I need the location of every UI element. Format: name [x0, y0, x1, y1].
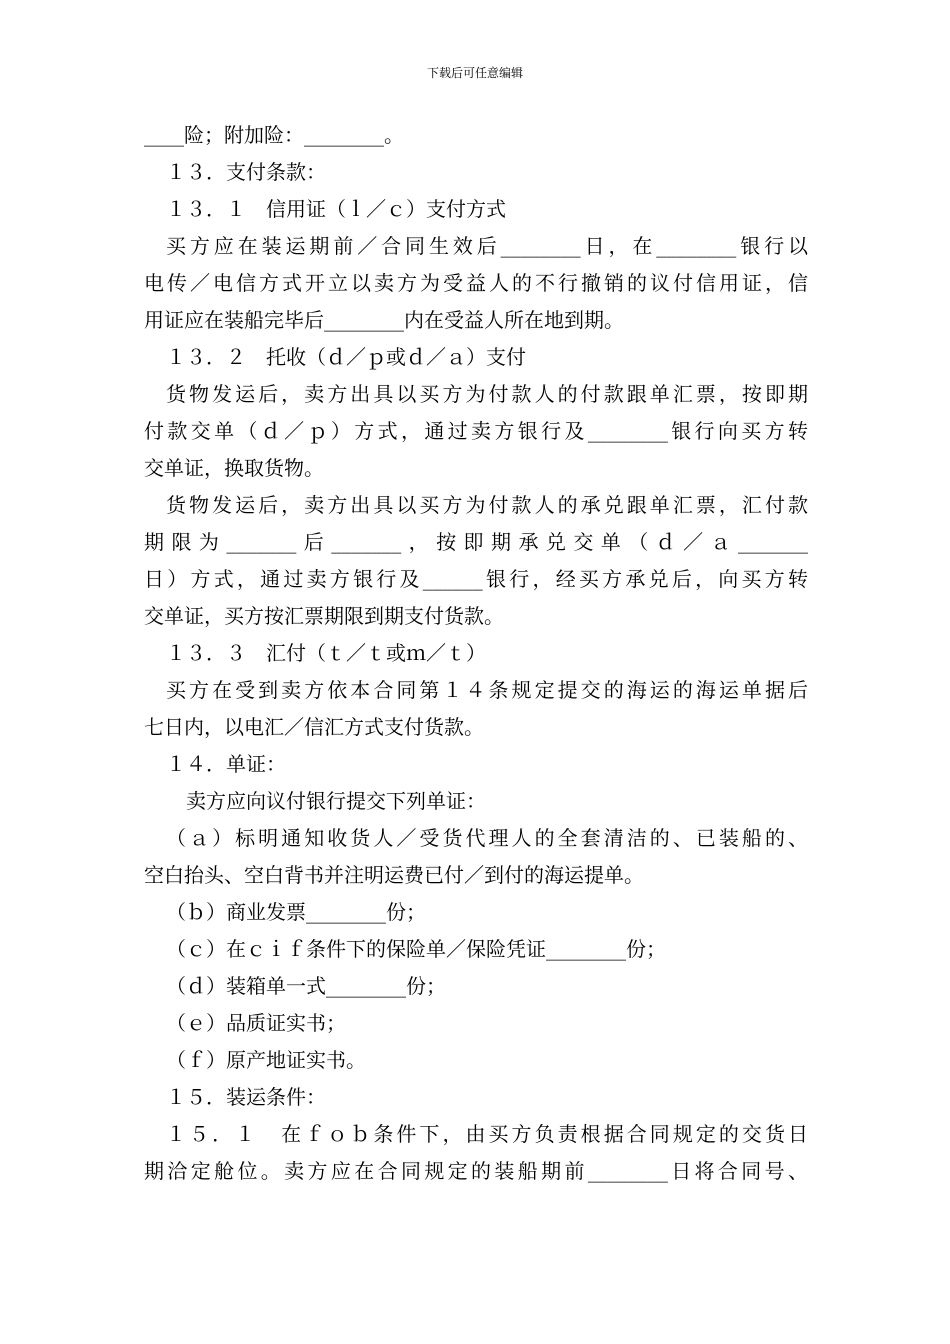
list-item: （ｅ）品质证实书； [166, 1011, 346, 1035]
text-line: 买方在受到卖方依本合同第１４条规定提交的海运的海运单据后 [166, 678, 808, 702]
subsection-heading: １３．１ 信用证（ｌ／ｃ）支付方式 [166, 197, 506, 221]
document-body [144, 117, 808, 1190]
subsection-heading: １３．２ 托收（ｄ／ｐ或ｄ／ａ）支付 [166, 345, 526, 369]
text-line: 交单证，换取货物。 [144, 456, 324, 480]
list-item: （ｆ）原产地证实书。 [166, 1048, 366, 1072]
text-line: 期限为_______后_______，按即期承兑交单（ｄ／ａ_______ [144, 530, 808, 554]
page-header: 下载后可任意编辑 [426, 66, 523, 80]
text-line: 货物发运后，卖方出具以买方为付款人的付款跟单汇票，按即期 [166, 382, 808, 406]
subsection-heading: １３．３ 汇付（ｔ／ｔ或ｍ／ｔ） [166, 641, 486, 665]
list-item: （ａ）标明通知收货人／受货代理人的全套清洁的、已装船的、 [166, 826, 808, 850]
text-line: 货物发运后，卖方出具以买方为付款人的承兑跟单汇票，汇付款 [166, 493, 808, 517]
text-line: 买方应在装运期前／合同生效后________日，在________银行以 [166, 234, 808, 258]
section-heading: １５．装运条件： [166, 1085, 326, 1109]
text-line: 七日内，以电汇／信汇方式支付货款。 [144, 715, 484, 739]
list-item: （ｂ）商业发票________份； [166, 900, 426, 924]
text-line: 卖方应向议付银行提交下列单证： [186, 789, 486, 813]
list-item: （ｄ）装箱单一式________份； [166, 974, 446, 998]
text-line: ____险；附加险：________。 [144, 123, 404, 147]
text-line: 日）方式，通过卖方银行及______银行，经买方承兑后，向买方转 [144, 567, 808, 591]
text-line: 交单证，买方按汇票期限到期支付货款。 [144, 604, 504, 628]
text-line: 电传／电信方式开立以卖方为受益人的不行撤销的议付信用证，信 [144, 271, 808, 295]
text-line: 空白抬头、空白背书并注明运费已付／到付的海运提单。 [144, 863, 644, 887]
text-line: 付款交单（ｄ／ｐ）方式，通过卖方银行及________银行向买方转 [144, 419, 808, 443]
section-heading: １４．单证： [166, 752, 286, 776]
text-line: 用证应在装船完毕后________内在受益人所在地到期。 [144, 308, 624, 332]
text-line: 期洽定舱位。卖方应在合同规定的装船期前________日将合同号、 [144, 1159, 808, 1183]
section-heading: １３．支付条款： [166, 160, 326, 184]
list-item: （ｃ）在ｃｉｆ条件下的保险单／保险凭证________份； [166, 937, 666, 961]
subsection-heading: １５．１ 在ｆｏｂ条件下，由买方负责根据合同规定的交货日 [166, 1122, 808, 1146]
